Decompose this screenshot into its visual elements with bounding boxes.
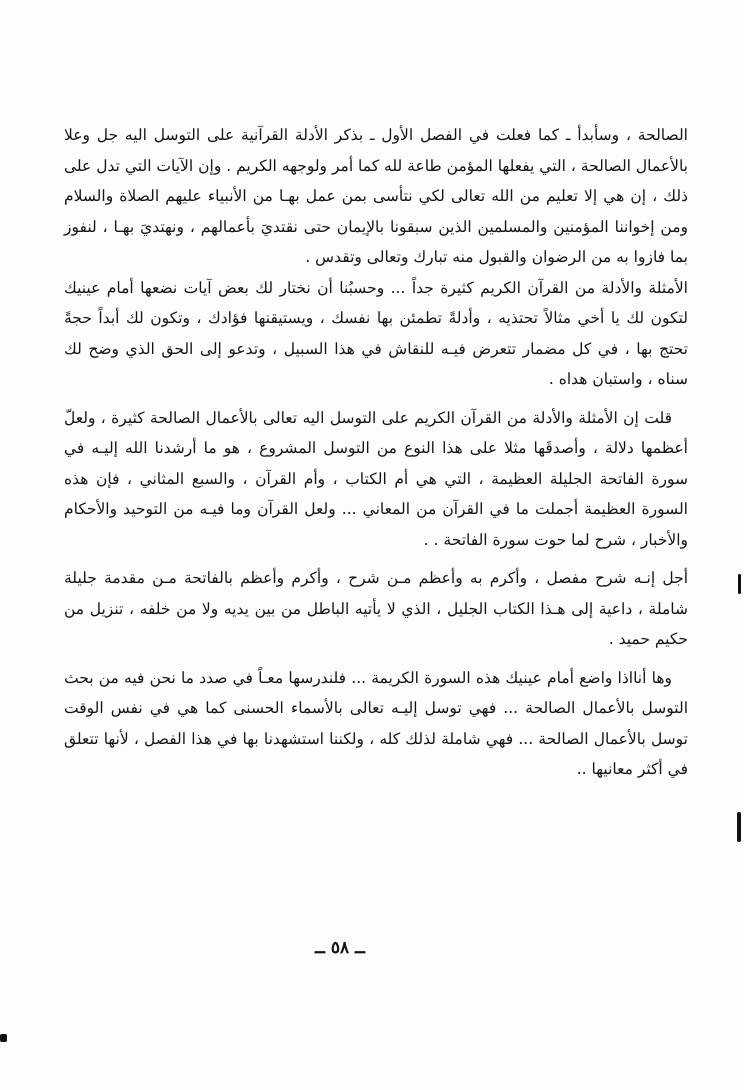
main-text [64, 120, 688, 785]
page-number: ــ ٥٨ ــ [314, 938, 366, 958]
scan-speck [0, 1034, 7, 1042]
paragraph-3: قلت إن الأمثلة والأدلة من القرآن الكريم على التوسل اليه تعالى بالأعمال الصالحة كثيرة ، ولعلّ أعظمها دلالة ، وأصدقَها مثلا على هذا النوع من التوسل المشروع ، هو ما أرشدنا الله إليـه في سورة الفاتحة الجليلة العظيمة ، التي هي أم الكتاب ، وأم القرآن ، والسبع المثاني ، فإن هذه السورة العظيمة أجملت ما في القرآن من المعاني ... ولعل القرآن وما فيـه من التوحيد والأحكام والأخبار ، شرح لما حوت سورة الفاتحة . . [64, 408, 688, 549]
paragraph-1: الصالحة ، وسأبدأ ـ كما فعلت في الفصل الأول ـ بذكر الأدلة القرآنية على التوسل اليه جل وعلا بالأعمال الصالحة ، التي يفعلها المؤمن طاعة لله كما أمر ولوجهه الكريم . وإن الآيات التي تدل على ذلك ، إن هي إلا تعليم من الله تعالى لكي نتأسى بمن عمل بهـا من الأنبياء عليهم الصلاة والسلام ومن إخواننا المؤمنين والمسلمين الذين سبقونا بالإيمان حتى نقتديَ بأعمالهم ، ونهتديَ بهـا ، لنفوز بما فازوا به من الرضوان والقبول منه تبارك وتعالى وتقدس . [64, 126, 688, 266]
paragraph-5: وها أنااذا واضع أمام عينيك هذه السورة الكريمة ... فلندرسها معـاً في صدد ما نحن فيه من بحث التوسل بالأعمال الصالحة ... فهي توسل إليـه تعالى بالأسماء الحسنى كما هي في نفس الوقت توسل بالأعمال الصالحة ... فهي شاملة لذلك كله ، ولكننا استشهدنا بها في هذا الفصل ، لأنها تتعلق في أكثر معانيها .. [64, 668, 688, 778]
scan-speck [737, 812, 741, 842]
scan-speck [738, 574, 741, 594]
paragraph-2: الأمثلة والأدلة من القرآن الكريم كثيرة جداً ... وحسبُنا أن نختار لك بعض آيات نضعها أمام عينيك لتكون لك يا أخي مثالاً تحتذيه ، وأدلةً تطمئن بها نفسك ، ويستيقنها فؤادك ، وتكون لك أبداً حجةً تحتج بها ، في كل مضمار تتعرض فيـه للنقاش في هذا السبيل ، وتدعو إلى الحق الذي وضح لك سناه ، واستبان هداه . [64, 278, 688, 388]
paragraph-4: أجل إنـه شرح مفصل ، وأكرم به وأعظم مـن شرح ، وأكرم وأعظم بالفاتحة مـن مقدمة جليلة شاملة ، داعية إلى هـذا الكتاب الجليل ، الذي لا يأتيه الباطل من بين يديه ولا من خلفه ، تنزيل من حكيم حميد . [64, 569, 688, 648]
